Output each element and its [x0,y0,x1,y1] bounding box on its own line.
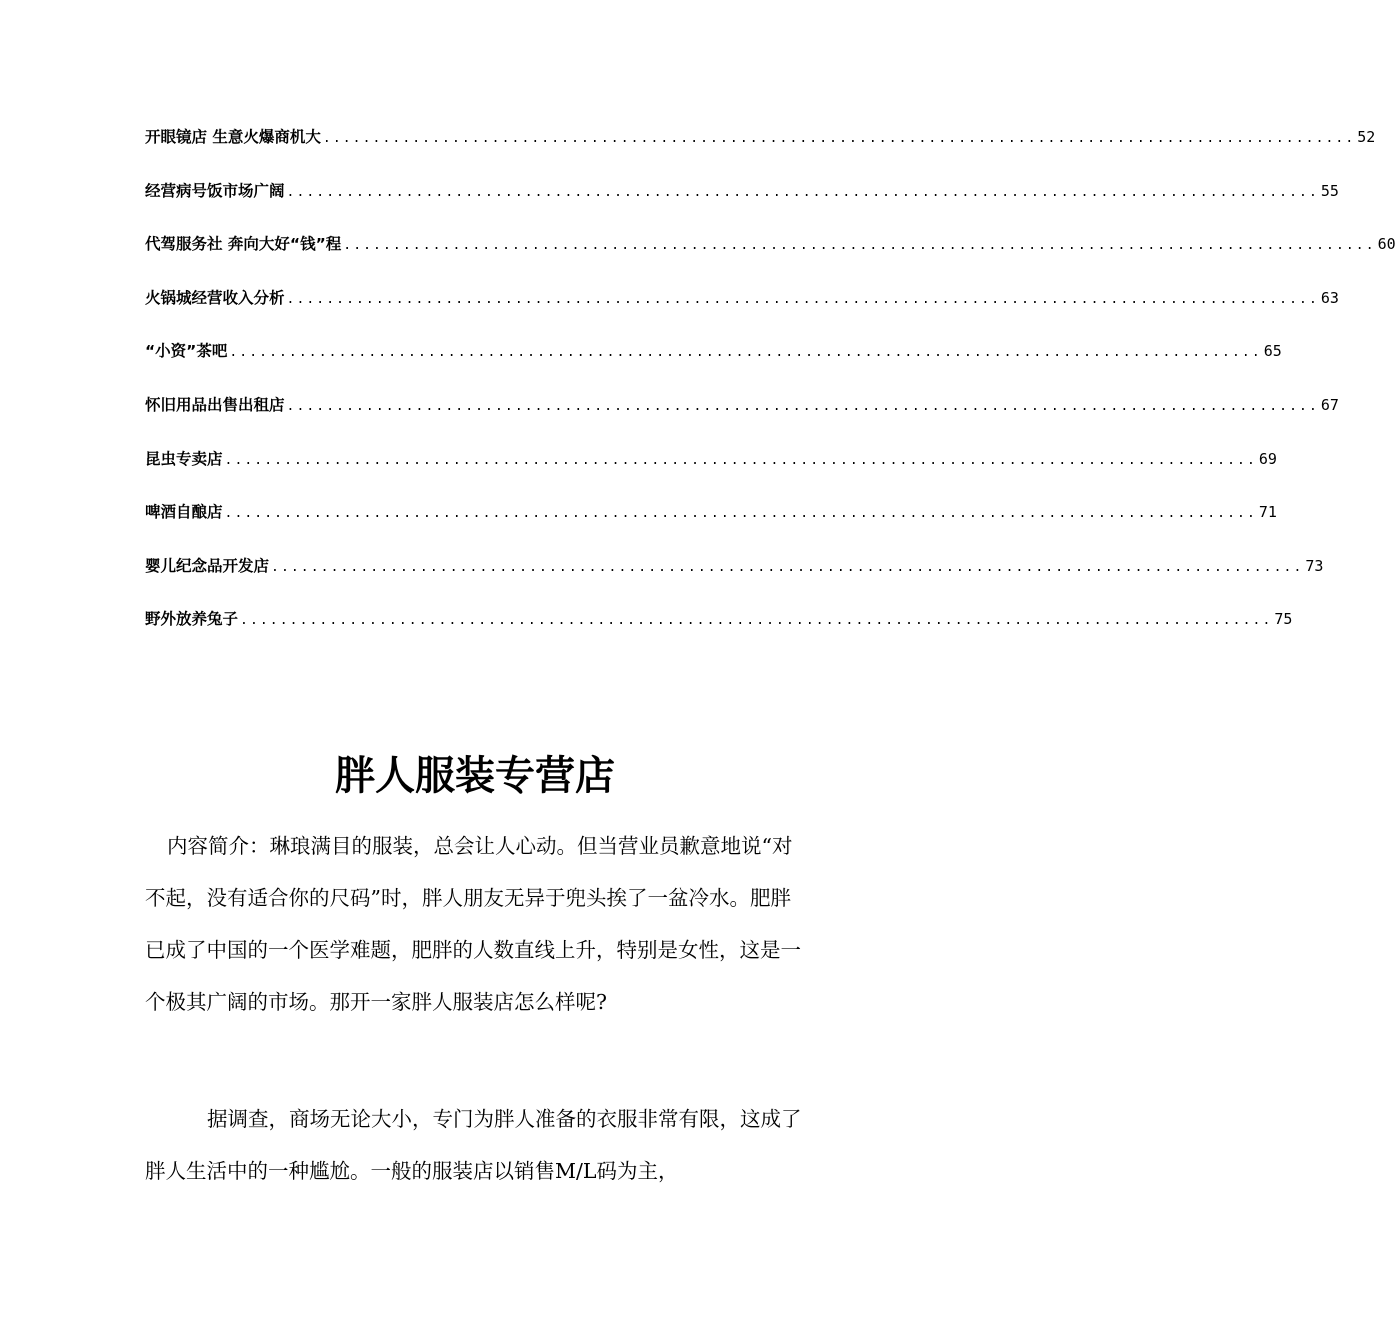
toc-entry-title: 开眼镜店 生意火爆商机大 [145,128,321,146]
toc-entry-page: 67 [1320,395,1339,414]
toc-leader-dots: ........................................................................................................ [322,131,1356,146]
toc-leader-dots: ........................................................................................................ [224,452,1257,468]
table-of-contents [145,125,1396,661]
toc-entry-title: 昆虫专卖店 [145,449,223,468]
toc-leader-dots: ........................................................................................................ [286,184,1319,200]
toc-leader-dots: ........................................................................................................ [286,291,1319,307]
toc-leader-dots: ........................................................................................................ [286,398,1319,414]
toc-entry-title: 啤酒自酿店 [145,503,223,522]
toc-entry-page: 55 [1320,181,1339,200]
article-paragraph-survey: 据调查，商场无论大小，专门为胖人准备的衣服非常有限，这成了胖人生活中的一种尴尬。一般的服装店以销售M/L码为主， [145,1107,802,1183]
toc-entry[interactable] [145,554,1324,608]
toc-entry-title: 代驾服务社 奔向大好“钱”程 [145,235,342,254]
toc-entry[interactable] [145,339,1282,393]
toc-entry-title: 火锅城经营收入分析 [145,288,285,307]
toc-entry-page: 63 [1320,288,1339,307]
toc-entry-title: 经营病号饭市场广阔 [145,181,285,200]
toc-entry-title: 婴儿纪念品开发店 [145,556,270,575]
toc-leader-dots: ........................................................................................................ [343,238,1376,254]
toc-entry[interactable] [145,125,1376,179]
toc-entry[interactable] [145,179,1339,233]
toc-leader-dots: ........................................................................................................ [224,506,1257,522]
toc-entry-page: 69 [1258,449,1277,468]
toc-leader-dots: ........................................................................................................ [271,559,1304,575]
article-paragraph-intro: 内容简介：琳琅满目的服装，总会让人心动。但当营业员歉意地说“对不起，没有适合你的尺码”时，胖人朋友无异于兜头挨了一盆冷水。肥胖已成了中国的一个医学难题，肥胖的人数直线上升，特别是女性，这是一个极其广阔的市场。那开一家胖人服装店怎么样呢? [145,834,801,1014]
toc-entry-page: 60 [1377,235,1396,254]
toc-entry[interactable] [145,393,1339,447]
toc-entry-page: 75 [1274,610,1293,629]
toc-entry[interactable] [145,232,1396,286]
toc-entry[interactable] [145,500,1277,554]
toc-entry-title: “小资”茶吧 [145,342,228,361]
toc-entry[interactable] [145,607,1293,661]
toc-entry[interactable] [145,447,1277,501]
toc-entry-title: 怀旧用品出售出租店 [145,395,285,414]
toc-entry-title: 野外放养兔子 [145,610,239,629]
toc-entry-page: 71 [1258,503,1277,522]
article-title: 胖人服装专营店 [335,752,615,799]
toc-entry[interactable] [145,286,1339,340]
toc-leader-dots: ........................................................................................................ [229,345,1262,361]
toc-entry-page: 73 [1305,556,1324,575]
toc-entry-page: 52 [1357,128,1376,146]
toc-entry-page: 65 [1263,342,1282,361]
toc-leader-dots: ........................................................................................................ [240,613,1273,629]
